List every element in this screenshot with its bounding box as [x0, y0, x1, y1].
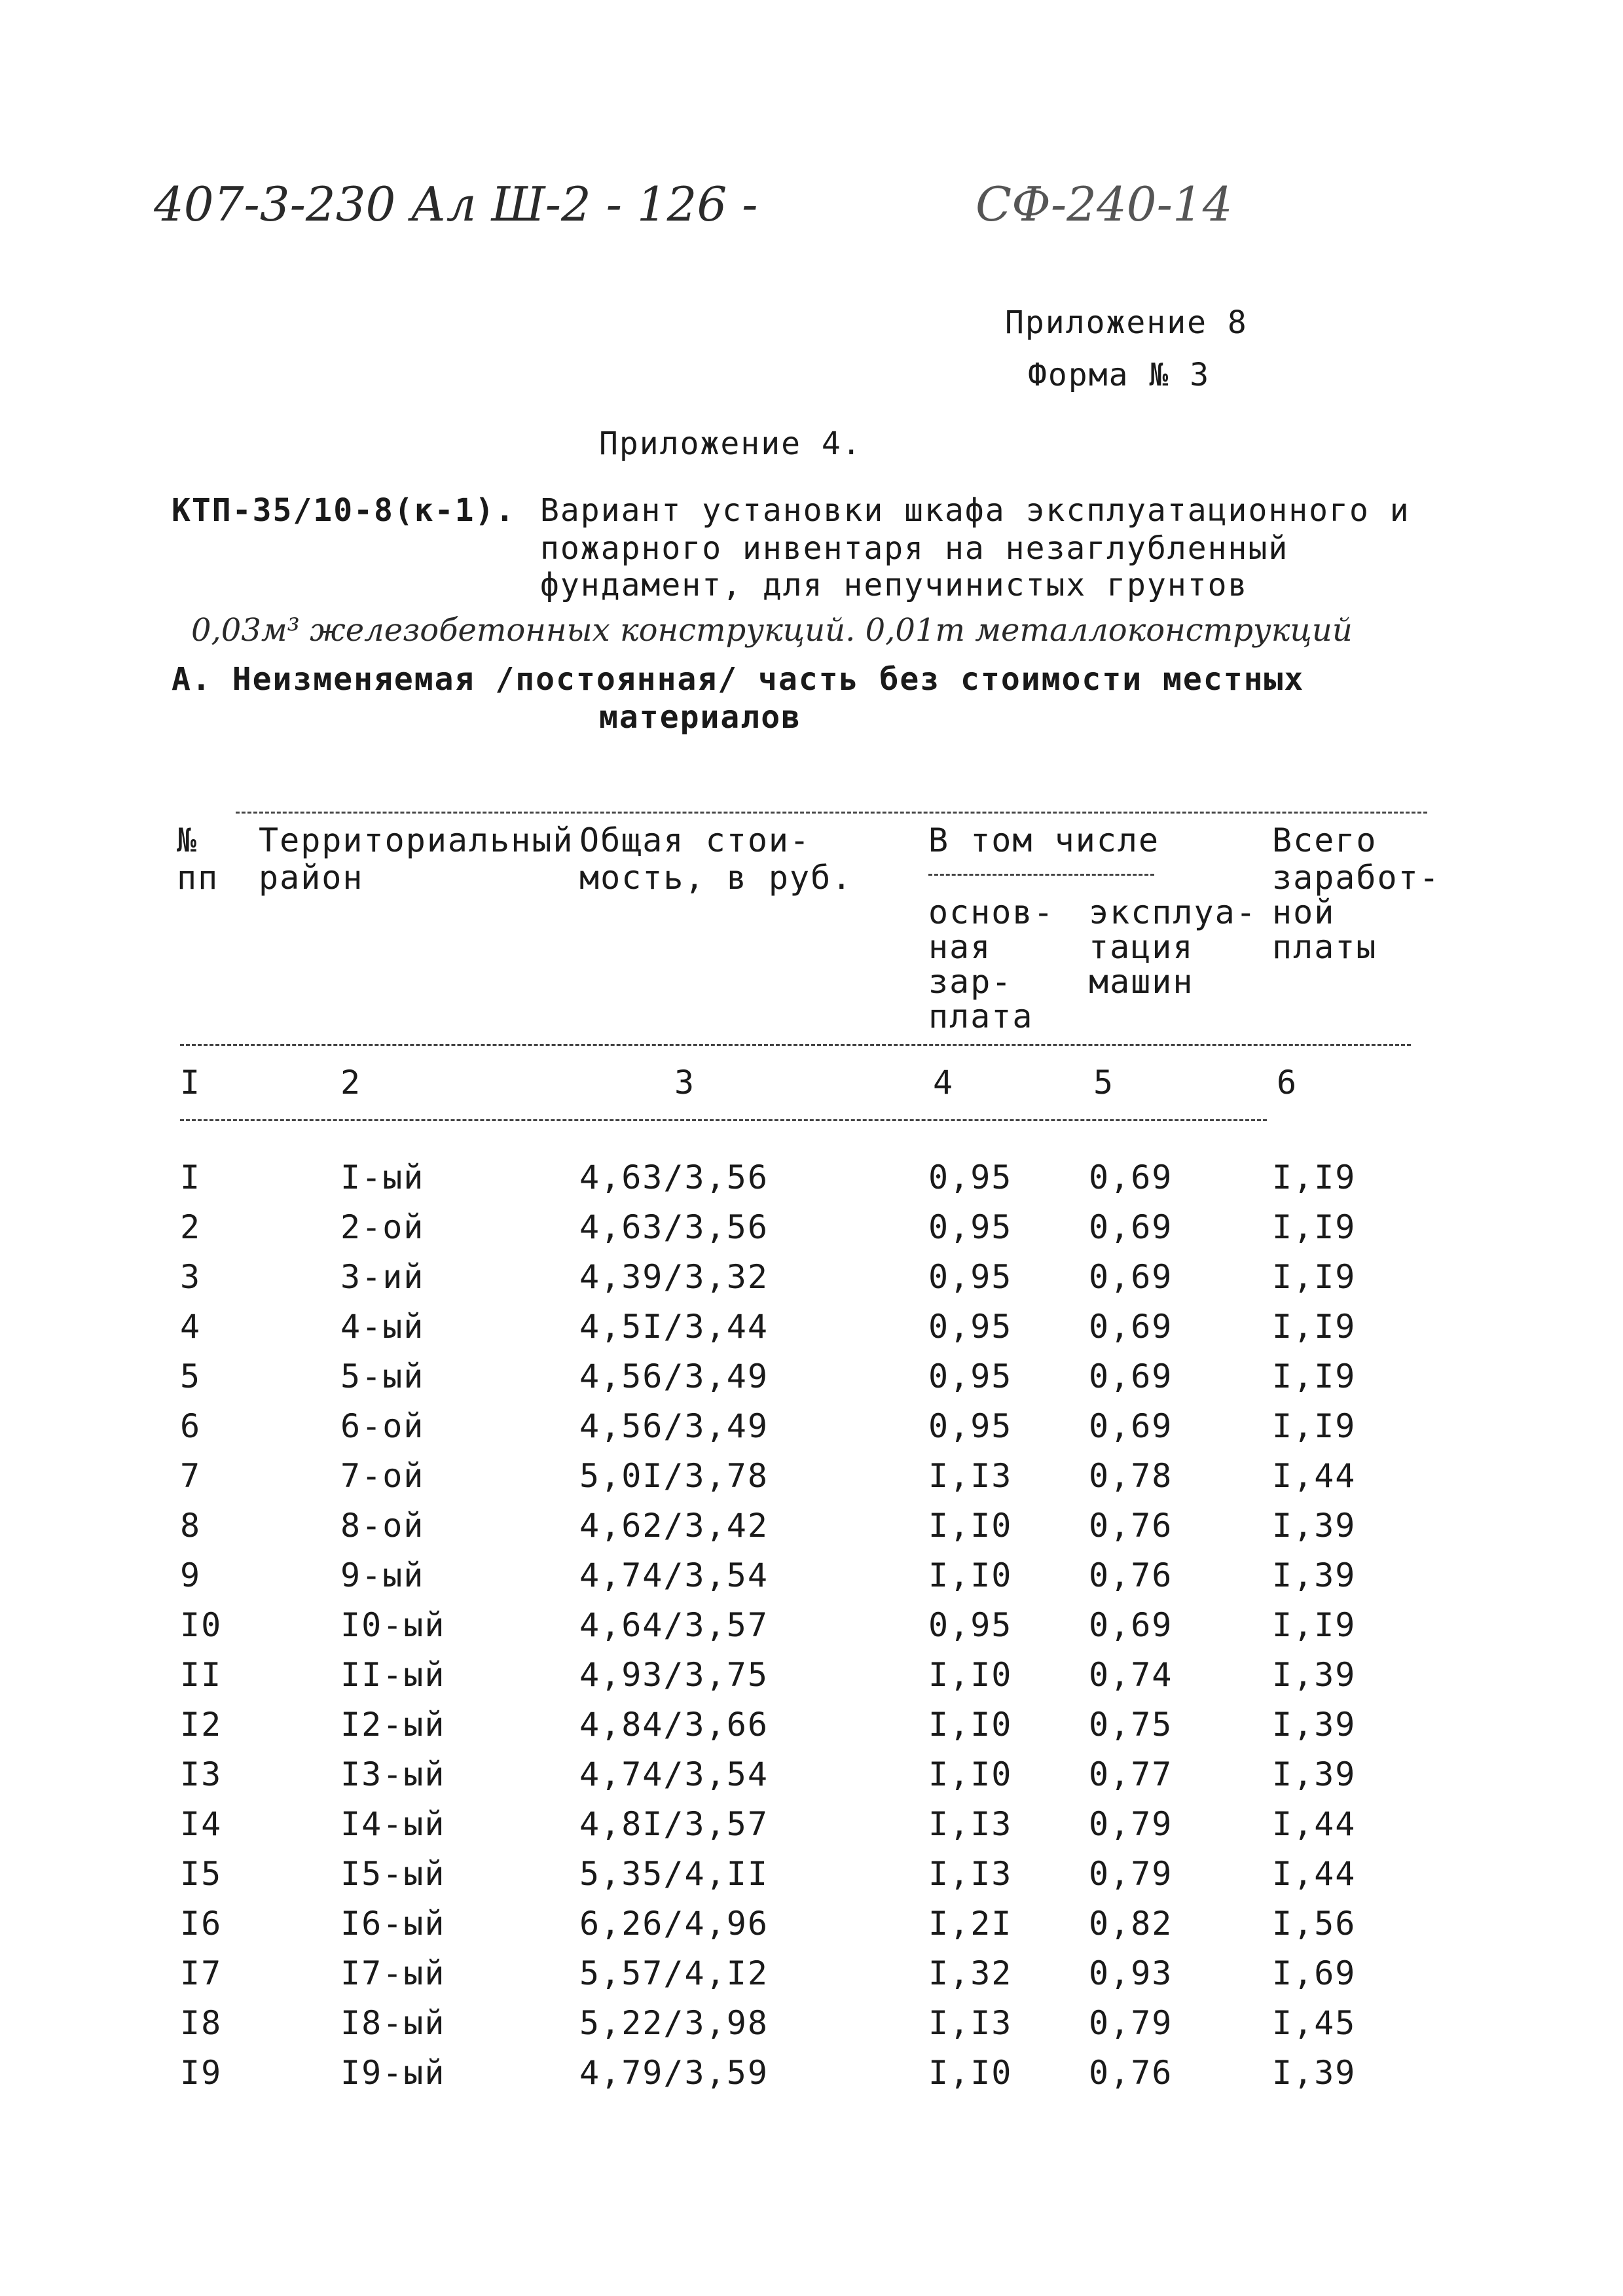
machines-cell: 0,76 [1089, 2054, 1173, 2092]
total-wages-cell: I,39 [1272, 1706, 1357, 1744]
total-cost-cell: 4,62/3,42 [579, 1507, 769, 1545]
appendix-title: Приложение 4. [599, 425, 862, 462]
machines-cell: 0,69 [1089, 1308, 1173, 1346]
region-cell: I2-ый [340, 1706, 446, 1744]
row-number-cell: I8 [180, 2004, 223, 2042]
base-wage-cell: I,2I [928, 1905, 1013, 1943]
caption-line-3: фундамент, для непучинистых грунтов [540, 567, 1249, 603]
col-num-header-1: № [177, 821, 198, 859]
row-number-cell: I2 [180, 1706, 223, 1744]
col-machines-header-2: тация [1089, 928, 1194, 966]
machines-cell: 0,79 [1089, 1855, 1173, 1893]
total-cost-cell: 4,74/3,54 [579, 1755, 769, 1793]
document-code-handwritten: 407-3-230 Ал Ш-2 - 126 - [154, 177, 758, 232]
appendix-top: Приложение 8 [1005, 304, 1248, 341]
row-number-cell: I9 [180, 2054, 223, 2092]
row-number-cell: 5 [180, 1357, 202, 1395]
row-number-cell: I [180, 1158, 202, 1196]
region-cell: I5-ый [340, 1855, 446, 1893]
machines-cell: 0,79 [1089, 1805, 1173, 1843]
total-cost-cell: 6,26/4,96 [579, 1905, 769, 1943]
base-wage-cell: 0,95 [928, 1606, 1013, 1644]
total-wages-cell: I,I9 [1272, 1357, 1357, 1395]
col-region-header-2: район [259, 859, 364, 897]
total-cost-cell: 5,57/4,I2 [579, 1954, 769, 1992]
col-base-header-1: основ- [928, 893, 1055, 931]
row-number-cell: 7 [180, 1457, 202, 1495]
base-wage-cell: I,I0 [928, 1556, 1013, 1594]
caption-code: КТП-35/10-8(к-1). [172, 492, 516, 529]
region-cell: 2-ой [340, 1208, 425, 1246]
total-wages-cell: I,39 [1272, 1755, 1357, 1793]
base-wage-cell: I,32 [928, 1954, 1013, 1992]
total-wages-cell: I,I9 [1272, 1208, 1357, 1246]
machines-cell: 0,76 [1089, 1556, 1173, 1594]
col-wages-header-3: ной [1272, 893, 1336, 931]
region-cell: I-ый [340, 1158, 425, 1196]
column-number: 6 [1277, 1064, 1298, 1102]
base-wage-cell: I,I0 [928, 2054, 1013, 2092]
total-cost-cell: 4,64/3,57 [579, 1606, 769, 1644]
machines-cell: 0,74 [1089, 1656, 1173, 1694]
column-number: 5 [1093, 1064, 1115, 1102]
region-cell: II-ый [340, 1656, 446, 1694]
total-wages-cell: I,45 [1272, 2004, 1357, 2042]
region-cell: I8-ый [340, 2004, 446, 2042]
total-cost-cell: 5,22/3,98 [579, 2004, 769, 2042]
row-number-cell: 6 [180, 1407, 202, 1445]
base-wage-cell: 0,95 [928, 1208, 1013, 1246]
total-cost-cell: 4,63/3,56 [579, 1208, 769, 1246]
region-cell: 9-ый [340, 1556, 425, 1594]
region-cell: 4-ый [340, 1308, 425, 1346]
total-cost-cell: 4,56/3,49 [579, 1407, 769, 1445]
region-cell: I6-ый [340, 1905, 446, 1943]
machines-cell: 0,69 [1089, 1258, 1173, 1296]
total-wages-cell: I,39 [1272, 1507, 1357, 1545]
row-number-cell: 2 [180, 1208, 202, 1246]
base-wage-cell: I,I0 [928, 1656, 1013, 1694]
region-cell: I7-ый [340, 1954, 446, 1992]
region-cell: I0-ый [340, 1606, 446, 1644]
total-cost-cell: 4,79/3,59 [579, 2054, 769, 2092]
region-cell: I9-ый [340, 2054, 446, 2092]
sheet-code-handwritten: СФ-240-14 [976, 177, 1233, 232]
form-number: Форма № 3 [1028, 357, 1211, 393]
total-wages-cell: I,56 [1272, 1905, 1357, 1943]
base-wage-cell: I,I3 [928, 1457, 1013, 1495]
section-title-line-1: А. Неизменяемая /постоянная/ часть без стоимости местных [172, 661, 1305, 698]
column-number: 4 [933, 1064, 955, 1102]
col-wages-header-4: платы [1272, 928, 1377, 966]
col-base-header-4: плата [928, 997, 1034, 1035]
total-cost-cell: 4,5I/3,44 [579, 1308, 769, 1346]
base-wage-cell: I,I3 [928, 1805, 1013, 1843]
total-cost-cell: 4,8I/3,57 [579, 1805, 769, 1843]
col-region-header-1: Территориальный [259, 821, 574, 859]
total-wages-cell: I,39 [1272, 1556, 1357, 1594]
col-wages-header-1: Всего [1272, 821, 1377, 859]
base-wage-cell: 0,95 [928, 1407, 1013, 1445]
numbers-bottom-rule [180, 1119, 1267, 1121]
col-wages-header-2: заработ- [1272, 859, 1440, 897]
total-cost-cell: 5,35/4,II [579, 1855, 769, 1893]
base-wage-cell: I,I3 [928, 2004, 1013, 2042]
col-num-header-2: пп [177, 859, 219, 897]
total-wages-cell: I,I9 [1272, 1606, 1357, 1644]
total-wages-cell: I,69 [1272, 1954, 1357, 1992]
machines-cell: 0,82 [1089, 1905, 1173, 1943]
machines-cell: 0,75 [1089, 1706, 1173, 1744]
region-cell: 6-ой [340, 1407, 425, 1445]
row-number-cell: I6 [180, 1905, 223, 1943]
row-number-cell: I5 [180, 1855, 223, 1893]
col-machines-header-3: машин [1089, 963, 1194, 1001]
total-cost-cell: 4,63/3,56 [579, 1158, 769, 1196]
row-number-cell: II [180, 1656, 223, 1694]
machines-cell: 0,69 [1089, 1208, 1173, 1246]
region-cell: 5-ый [340, 1357, 425, 1395]
base-wage-cell: 0,95 [928, 1308, 1013, 1346]
total-cost-cell: 4,56/3,49 [579, 1357, 769, 1395]
total-cost-cell: 4,93/3,75 [579, 1656, 769, 1694]
row-number-cell: 9 [180, 1556, 202, 1594]
machines-cell: 0,79 [1089, 2004, 1173, 2042]
machines-cell: 0,69 [1089, 1357, 1173, 1395]
base-wage-cell: I,I3 [928, 1855, 1013, 1893]
including-rule [928, 874, 1154, 876]
total-cost-cell: 4,74/3,54 [579, 1556, 769, 1594]
total-wages-cell: I,I9 [1272, 1258, 1357, 1296]
total-wages-cell: I,I9 [1272, 1158, 1357, 1196]
machines-cell: 0,93 [1089, 1954, 1173, 1992]
section-title-line-2: материалов [599, 699, 801, 736]
total-wages-cell: I,39 [1272, 1656, 1357, 1694]
caption-line-2: пожарного инвентаря на незаглубленный [540, 530, 1289, 567]
row-number-cell: I0 [180, 1606, 223, 1644]
total-wages-cell: I,I9 [1272, 1308, 1357, 1346]
base-wage-cell: 0,95 [928, 1258, 1013, 1296]
col-total-header-2: мость, в руб. [579, 859, 853, 897]
row-number-cell: I4 [180, 1805, 223, 1843]
region-cell: 8-ой [340, 1507, 425, 1545]
materials-note: 0,03м³ железобетонных конструкций. 0,01т металлоконструкций [191, 612, 1353, 649]
total-cost-cell: 4,84/3,66 [579, 1706, 769, 1744]
row-number-cell: 4 [180, 1308, 202, 1346]
col-total-header-1: Общая стои- [579, 821, 811, 859]
row-number-cell: 8 [180, 1507, 202, 1545]
row-number-cell: I3 [180, 1755, 223, 1793]
total-wages-cell: I,39 [1272, 2054, 1357, 2092]
total-cost-cell: 5,0I/3,78 [579, 1457, 769, 1495]
total-wages-cell: I,I9 [1272, 1407, 1357, 1445]
base-wage-cell: I,I0 [928, 1507, 1013, 1545]
header-bottom-rule [180, 1044, 1411, 1046]
column-number: I [180, 1064, 202, 1102]
column-number: 2 [340, 1064, 362, 1102]
region-cell: I3-ый [340, 1755, 446, 1793]
base-wage-cell: 0,95 [928, 1357, 1013, 1395]
machines-cell: 0,77 [1089, 1755, 1173, 1793]
region-cell: 7-ой [340, 1457, 425, 1495]
machines-cell: 0,69 [1089, 1606, 1173, 1644]
machines-cell: 0,69 [1089, 1407, 1173, 1445]
row-number-cell: 3 [180, 1258, 202, 1296]
column-number: 3 [674, 1064, 696, 1102]
header-top-rule [236, 812, 1427, 814]
machines-cell: 0,69 [1089, 1158, 1173, 1196]
region-cell: 3-ий [340, 1258, 425, 1296]
total-cost-cell: 4,39/3,32 [579, 1258, 769, 1296]
region-cell: I4-ый [340, 1805, 446, 1843]
col-machines-header-1: эксплуа- [1089, 893, 1257, 931]
base-wage-cell: 0,95 [928, 1158, 1013, 1196]
col-including-header: В том числе [928, 821, 1160, 859]
machines-cell: 0,76 [1089, 1507, 1173, 1545]
caption-line-1: Вариант установки шкафа эксплуатационного и [540, 492, 1410, 529]
base-wage-cell: I,I0 [928, 1706, 1013, 1744]
total-wages-cell: I,44 [1272, 1855, 1357, 1893]
machines-cell: 0,78 [1089, 1457, 1173, 1495]
col-base-header-3: зар- [928, 963, 1013, 1001]
total-wages-cell: I,44 [1272, 1805, 1357, 1843]
base-wage-cell: I,I0 [928, 1755, 1013, 1793]
row-number-cell: I7 [180, 1954, 223, 1992]
col-base-header-2: ная [928, 928, 992, 966]
total-wages-cell: I,44 [1272, 1457, 1357, 1495]
